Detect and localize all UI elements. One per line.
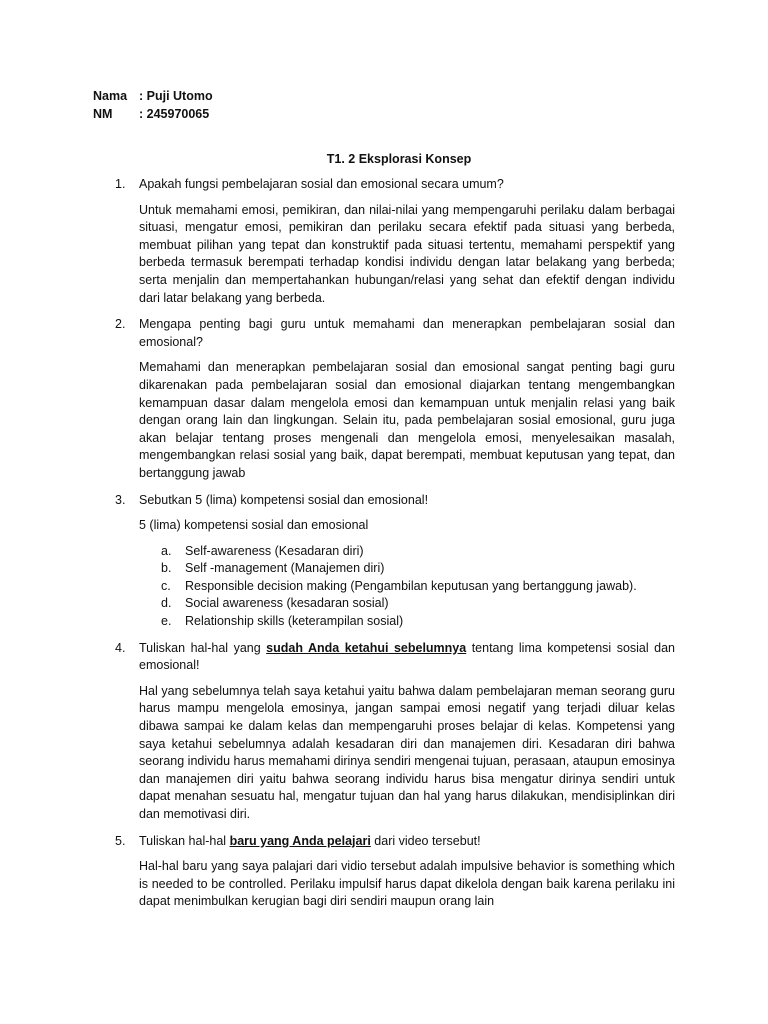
question-emphasis: baru yang Anda pelajari — [229, 833, 371, 848]
nm-value: : 245970065 — [139, 107, 210, 121]
question-text: Sebutkan 5 (lima) kompetensi sosial dan emosional! — [139, 492, 429, 507]
list-letter: e. — [161, 614, 172, 629]
question-5 — [115, 833, 675, 911]
question-1 — [115, 176, 675, 307]
list-item — [161, 613, 675, 631]
nm-row — [93, 105, 213, 123]
list-item-text: Social awareness (kesadaran sosial) — [185, 596, 389, 611]
question-text — [139, 640, 675, 675]
list-letter: b. — [161, 561, 172, 576]
question-number: 3. — [115, 492, 126, 507]
question-text — [139, 833, 675, 851]
list-item-text: Self -management (Manajemen diri) — [185, 561, 385, 576]
question-emphasis: sudah Anda ketahui sebelumnya — [266, 640, 467, 655]
document-title: T1. 2 Eksplorasi Konsep — [326, 152, 472, 166]
question-text-pre: Tuliskan hal-hal yang — [139, 640, 267, 655]
question-number: 5. — [115, 833, 126, 848]
question-number: 4. — [115, 640, 126, 655]
question-text: Apakah fungsi pembelajaran sosial dan emosional secara umum? — [139, 177, 504, 191]
answer-text: 5 (lima) kompetensi sosial dan emosional — [139, 518, 369, 533]
list-item-text: Relationship skills (keterampilan sosial) — [185, 614, 404, 629]
question-number: 2. — [115, 317, 126, 332]
list-item — [161, 560, 675, 578]
list-item-text: Self-awareness (Kesadaran diri) — [185, 543, 364, 558]
list-item — [161, 595, 675, 613]
name-value: : Puji Utomo — [139, 89, 213, 103]
nm-label: NM — [93, 107, 113, 121]
answer-text: Untuk memahami emosi, pemikiran, dan nilai-nilai yang mempengaruhi perilaku dalam berbagai situasi, mengatur emosi, pemikiran dan perilaku secara efektif pada situasi yang berbeda, membuat pilihan yang tepat dan konstruktif pada situasi tertentu, memahami perspektif yang berbeda termasuk berempati terhadap kondisi individu dengan latar belakang yang berbeda; serta menjalin dan mempertahankan hubungan/relasi yang sehat dan efektif dengan individu dari latar belakang yang berbeda. — [139, 202, 675, 305]
question-2 — [115, 316, 675, 482]
list-letter: d. — [161, 596, 172, 611]
student-info — [93, 87, 213, 123]
list-item — [161, 578, 675, 596]
competency-list — [161, 543, 675, 631]
name-row — [93, 87, 213, 105]
list-letter: c. — [161, 578, 171, 593]
question-3 — [115, 492, 675, 631]
question-number: 1. — [115, 177, 126, 191]
answer-text: Hal-hal baru yang saya palajari dari vidio tersebut adalah impulsive behavior is something which is needed to be controlled. Perilaku impulsif harus dapat dikelola dengan baik karena perilaku ini dapat menimbulkan kerugian bagi diri sendiri maupun orang lain — [139, 859, 675, 909]
list-letter: a. — [161, 543, 172, 558]
question-4 — [115, 640, 675, 824]
answer-text: Memahami dan menerapkan pembelajaran sosial dan emosional sangat penting bagi guru dikarenakan pada pembelajaran sosial dan emosional diajarkan tentang mengembangkan kemampuan dasar dalam mengelola emosi dan kemampuan untuk menjalin relasi yang baik dengan orang lain dan lingkungan. Selain itu, pada pembelajaran sosial emosional, guru juga akan belajar tentang proses mengenali dan mengelola emosi, menyelesaikan masalah, mengembangkan relasi sosial yang baik, dapat berempati, membuat keputusan yang tepat, dan bertanggung jawab — [139, 360, 675, 480]
answer-text: Hal yang sebelumnya telah saya ketahui yaitu bahwa dalam pembelajaran meman seorang guru harus mampu mengelola emosinya, jangan sampai emosi negatif yang terjadi diluar kelas dibawa sampai ke dalam kelas dan mempengaruhi proses belajar di kelas. Kompetensi yang saya ketahui sebelumnya adalah kesadaran diri dan manajemen diri. Kesadaran diri bahwa seorang individu harus memahami dirinya sendiri mengenai tujuan, perasaan, ataupun emosinya dan manajemen diri yaitu bahwa seorang individu harus bisa mengatur dirinya sendiri untuk dapat menahan sesuatu hal, mengatur tujuan dan hal yang harus dilakukan, mendisiplinkan diri dan memotivasi diri. — [139, 683, 675, 821]
question-text-pre: Tuliskan hal-hal — [139, 833, 230, 848]
question-text-post: tentang lima kompetensi sosial dan emosional! — [139, 640, 675, 673]
question-text-post: dari video tersebut! — [370, 833, 481, 848]
name-label: Nama — [93, 89, 128, 103]
list-item-text: Responsible decision making (Pengambilan keputusan yang bertanggung jawab). — [185, 578, 637, 593]
list-item — [161, 543, 675, 561]
questions-list — [115, 176, 675, 920]
question-text: Mengapa penting bagi guru untuk memahami dan menerapkan pembelajaran sosial dan emosional? — [139, 317, 675, 349]
